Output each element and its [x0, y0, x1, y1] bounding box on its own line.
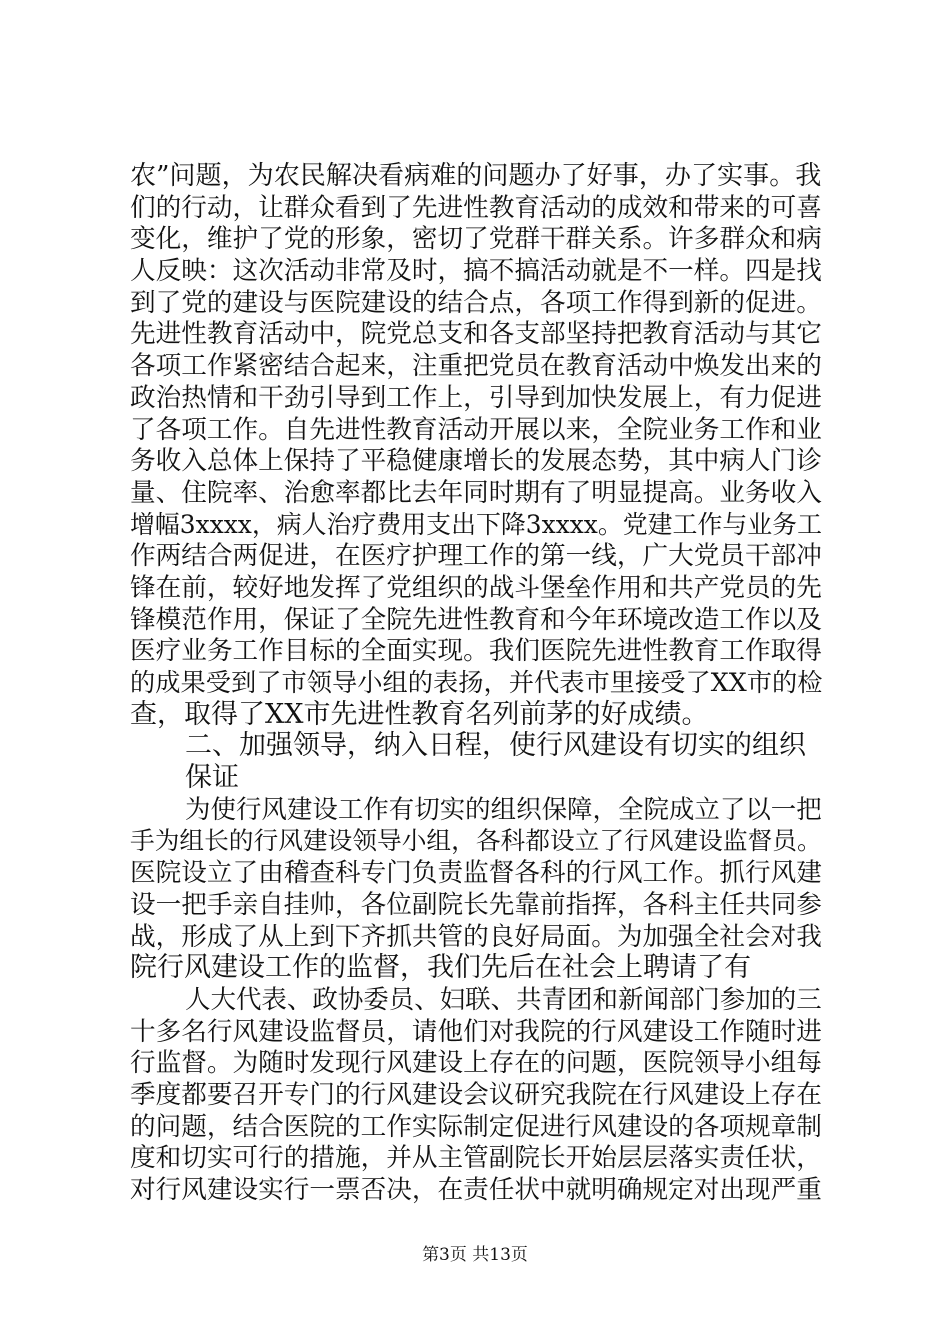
text-line: 锋模范作用，保证了全院先进性教育和今年环境改造工作以及: [130, 605, 822, 635]
text-line: 对行风建设实行一票否决，在责任状中就明确规定对出现严重: [130, 1175, 822, 1205]
text-line: 务收入总体上保持了平稳健康增长的发展态势，其中病人门诊: [130, 446, 822, 476]
text-line: 手为组长的行风建设领导小组，各科都设立了行风建设监督员。: [130, 826, 822, 855]
section-heading: 二、加强领导，纳入日程，使行风建设有切实的组织: [185, 730, 806, 761]
text-line: 季度都要召开专门的行风建设会议研究我院在行风建设上存在: [130, 1080, 822, 1110]
text-line: 先进性教育活动中，院党总支和各支部坚持把教育活动与其它: [130, 319, 822, 349]
text-line: 到了党的建设与医院建设的结合点，各项工作得到新的促进。: [130, 288, 822, 318]
text-line: 院行风建设工作的监督，我们先后在社会上聘请了有: [130, 952, 751, 983]
text-line: 十多名行风建设监督员，请他们对我院的行风建设工作随时进: [130, 1017, 822, 1047]
text-line: 变化，维护了党的形象，密切了党群干群关系。许多群众和病: [130, 224, 822, 254]
text-line: 农”问题，为农民解决看病难的问题办了好事，办了实事。我: [130, 161, 822, 191]
text-line: 医院设立了由稽查科专门负责监督各科的行风工作。抓行风建: [130, 858, 822, 888]
text-line: 的成果受到了市领导小组的表扬，并代表市里接受了XX市的检: [130, 668, 823, 697]
section-heading-continued: 保证: [185, 762, 239, 793]
text-line: 设一把手亲自挂帅，各位副院长先靠前指挥，各科主任共同参: [130, 890, 822, 920]
text-line: 们的行动，让群众看到了先进性教育活动的成效和带来的可喜: [130, 193, 822, 223]
text-line: 量、住院率、治愈率都比去年同时期有了明显提高。业务收入: [130, 478, 822, 508]
text-line: 增幅3xxxx，病人治疗费用支出下降3xxxx。党建工作与业务工: [130, 510, 822, 539]
text-line: 战，形成了从上到下齐抓共管的良好局面。为加强全社会对我: [130, 922, 822, 952]
text-line: 行监督。为随时发现行风建设上存在的问题，医院领导小组每: [130, 1048, 822, 1078]
text-line: 政治热情和干劲引导到工作上，引导到加快发展上，有力促进: [130, 383, 822, 413]
text-line: 医疗业务工作目标的全面实现。我们医院先进性教育工作取得: [130, 636, 822, 666]
page-footer: 第3页 共13页: [422, 1245, 528, 1265]
text-line: 各项工作紧密结合起来，注重把党员在教育活动中焕发出来的: [130, 351, 822, 381]
paragraph-first-line: 人大代表、政协委员、妇联、共青团和新闻部门参加的三: [185, 985, 822, 1015]
text-line: 人反映：这次活动非常及时，搞不搞活动就是不一样。四是找: [130, 256, 822, 286]
text-line: 的问题，结合医院的工作实际制定促进行风建设的各项规章制: [130, 1112, 822, 1142]
text-line: 了各项工作。自先进性教育活动开展以来，全院业务工作和业: [130, 415, 822, 445]
text-line: 度和切实可行的措施，并从主管副院长开始层层落实责任状，: [130, 1143, 822, 1173]
paragraph-first-line: 为使行风建设工作有切实的组织保障，全院成立了以一把: [185, 795, 822, 825]
text-line: 作两结合两促进，在医疗护理工作的第一线，广大党员干部冲: [130, 541, 822, 571]
text-line: 锋在前，较好地发挥了党组织的战斗堡垒作用和共产党员的先: [130, 573, 822, 603]
text-line: 查，取得了XX市先进性教育名列前茅的好成绩。: [130, 699, 709, 730]
